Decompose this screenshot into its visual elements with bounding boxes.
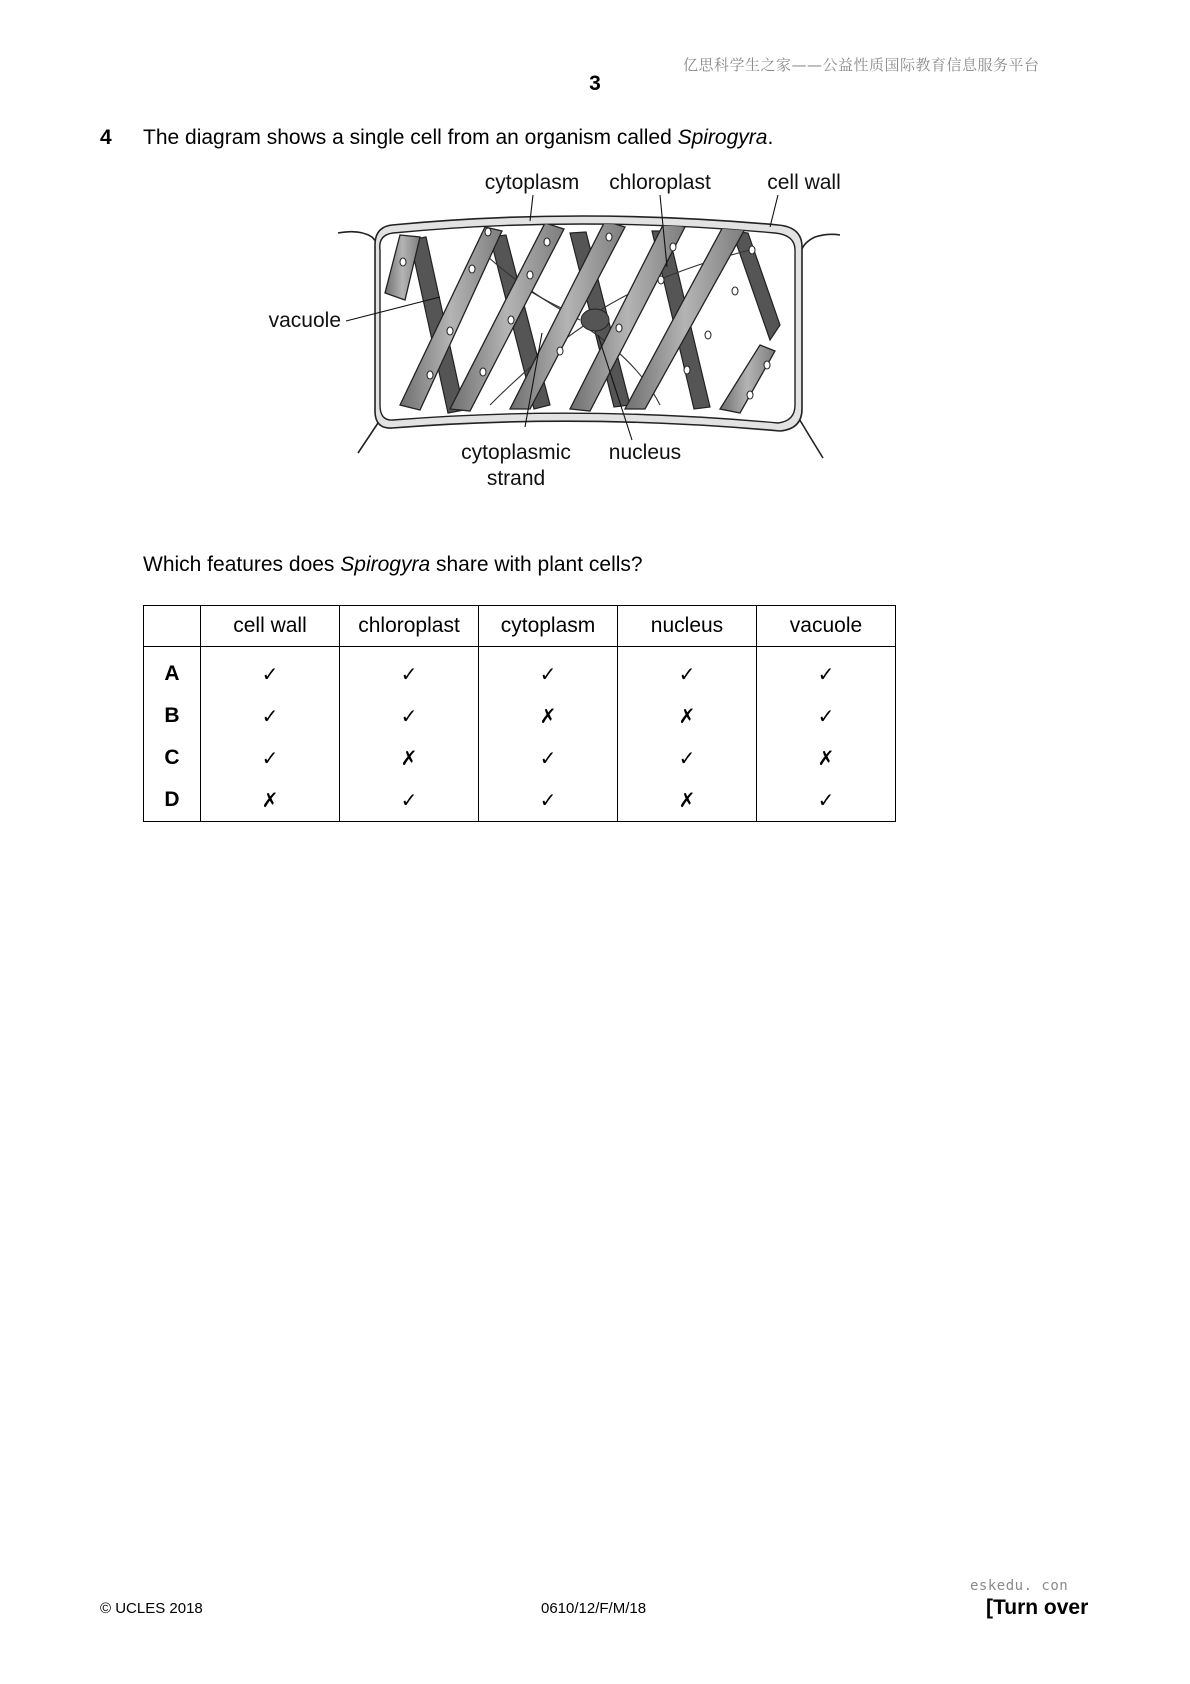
mark-cell: ✓ — [479, 779, 618, 822]
label-cell-wall: cell wall — [767, 171, 841, 194]
mark-cell: ✗ — [479, 695, 618, 737]
mark-cell: ✗ — [618, 695, 757, 737]
mark-cell: ✓ — [201, 647, 340, 696]
spirogyra-cell-diagram — [268, 165, 920, 535]
mark-cell: ✓ — [201, 695, 340, 737]
prompt-prefix: Which features does — [143, 553, 341, 576]
label-chloroplast: chloroplast — [609, 171, 711, 194]
watermark-footer: eskedu. con — [970, 1578, 1069, 1594]
mark-cell: ✓ — [757, 695, 896, 737]
mark-cell: ✓ — [618, 737, 757, 779]
stem-suffix: . — [767, 126, 774, 149]
features-table — [143, 605, 896, 822]
question-number: 4 — [100, 126, 112, 149]
mark-cell: ✓ — [479, 737, 618, 779]
copyright: © UCLES 2018 — [100, 1600, 203, 1617]
label-cytoplasmic-strand-line1: cytoplasmic — [461, 441, 571, 464]
header-blank — [144, 606, 201, 647]
paper-code: 0610/12/F/M/18 — [541, 1600, 647, 1617]
mark-cell: ✗ — [201, 779, 340, 822]
header-nucleus: nucleus — [618, 606, 757, 647]
mark-cell: ✓ — [340, 647, 479, 696]
header-chloroplast: chloroplast — [340, 606, 479, 647]
turn-over: [Turn over — [986, 1596, 1089, 1619]
mark-cell: ✗ — [757, 737, 896, 779]
label-cytoplasmic-strand-line2: strand — [486, 467, 546, 490]
mark-cell: ✓ — [618, 647, 757, 696]
table-row — [144, 695, 896, 737]
option-letter: C — [144, 737, 201, 779]
label-cytoplasm: cytoplasm — [484, 171, 580, 194]
mark-cell: ✓ — [479, 647, 618, 696]
prompt-organism: Spirogyra — [340, 553, 431, 576]
mark-cell: ✓ — [340, 779, 479, 822]
option-letter: A — [144, 647, 201, 696]
watermark-header: 亿思科学生之家——公益性质国际教育信息服务平台 — [683, 56, 1040, 74]
mark-cell: ✗ — [618, 779, 757, 822]
mark-cell: ✓ — [757, 647, 896, 696]
header-cell-wall: cell wall — [201, 606, 340, 647]
label-nucleus: nucleus — [608, 441, 682, 464]
mark-cell: ✗ — [340, 737, 479, 779]
header-cytoplasm: cytoplasm — [479, 606, 618, 647]
header-vacuole: vacuole — [757, 606, 896, 647]
mark-cell: ✓ — [340, 695, 479, 737]
table-row — [144, 647, 896, 696]
question-stem — [143, 126, 773, 150]
page-number: 3 — [589, 72, 601, 95]
question-prompt — [143, 553, 643, 577]
table-row — [144, 737, 896, 779]
stem-organism: Spirogyra — [677, 126, 768, 149]
mark-cell: ✓ — [757, 779, 896, 822]
option-letter: B — [144, 695, 201, 737]
table-header-row — [144, 606, 896, 647]
table-row — [144, 779, 896, 822]
prompt-suffix: share with plant cells? — [430, 553, 643, 576]
mark-cell: ✓ — [201, 737, 340, 779]
label-vacuole: vacuole — [268, 309, 341, 332]
nucleus-shape — [581, 309, 609, 331]
stem-prefix: The diagram shows a single cell from an organism called — [143, 126, 678, 149]
option-letter: D — [144, 779, 201, 822]
